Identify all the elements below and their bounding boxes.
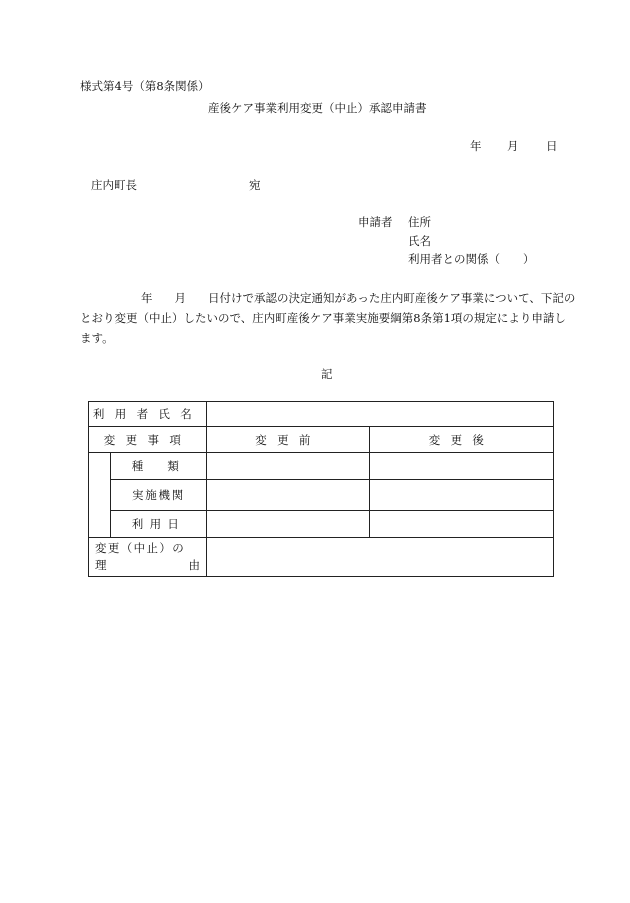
table-row: [89, 511, 554, 538]
date-after-field[interactable]: [370, 511, 554, 538]
addressee-name: 庄内町長: [91, 178, 137, 192]
reason-line1: 変更（中止）の: [95, 541, 186, 555]
body-year: 年: [141, 291, 153, 305]
applicant-relation-label: 利用者との関係（ ）: [408, 252, 535, 266]
application-table: [88, 401, 554, 577]
addressee-suffix: 宛: [249, 178, 261, 192]
row-label-date: 利用日: [111, 511, 207, 538]
reason-line2-left: 理: [95, 558, 107, 572]
indent-cell: [89, 453, 111, 538]
row-label-facility: 実施機関: [111, 480, 207, 511]
reason-label: [89, 538, 207, 577]
table-row: [89, 480, 554, 511]
applicant-address-label: 住所: [408, 215, 431, 229]
document-title: 産後ケア事業利用変更（中止）承認申請書: [208, 101, 427, 115]
body-month: 月: [174, 291, 186, 305]
ki-heading: 記: [321, 367, 333, 381]
reason-line2-right: 由: [188, 558, 200, 572]
type-before-field[interactable]: [207, 453, 370, 480]
table-row: [89, 453, 554, 480]
form-number: 様式第4号（第8条関係）: [80, 79, 210, 93]
table-row-reason: [89, 538, 554, 577]
date-year: 年: [470, 139, 482, 153]
body-main-text: 日付けで承認の決定通知があった庄内町産後ケア事業について、下記のとおり変更（中止）したいので、庄内町産後ケア事業実施要綱第8条第1項の規定により申請します。: [80, 291, 576, 345]
user-name-label: 利用者氏名: [89, 402, 207, 427]
row-label-type: 種 類: [111, 453, 207, 480]
table-row-user-name: [89, 402, 554, 427]
applicant-name-label: 氏名: [408, 234, 431, 248]
reason-line2: [95, 557, 200, 574]
date-day: 日: [546, 139, 558, 153]
date-line: [470, 138, 558, 154]
user-name-field[interactable]: [207, 402, 554, 427]
date-month: 月: [507, 139, 519, 153]
type-after-field[interactable]: [370, 453, 554, 480]
table-row-header: [89, 427, 554, 453]
applicant-label: 申請者: [358, 215, 393, 229]
change-items-label: 変更事項: [89, 427, 207, 453]
body-text: [80, 288, 576, 348]
date-before-field[interactable]: [207, 511, 370, 538]
facility-after-field[interactable]: [370, 480, 554, 511]
reason-field[interactable]: [207, 538, 554, 577]
facility-before-field[interactable]: [207, 480, 370, 511]
after-label: 変更後: [370, 427, 554, 453]
before-label: 変更前: [207, 427, 370, 453]
